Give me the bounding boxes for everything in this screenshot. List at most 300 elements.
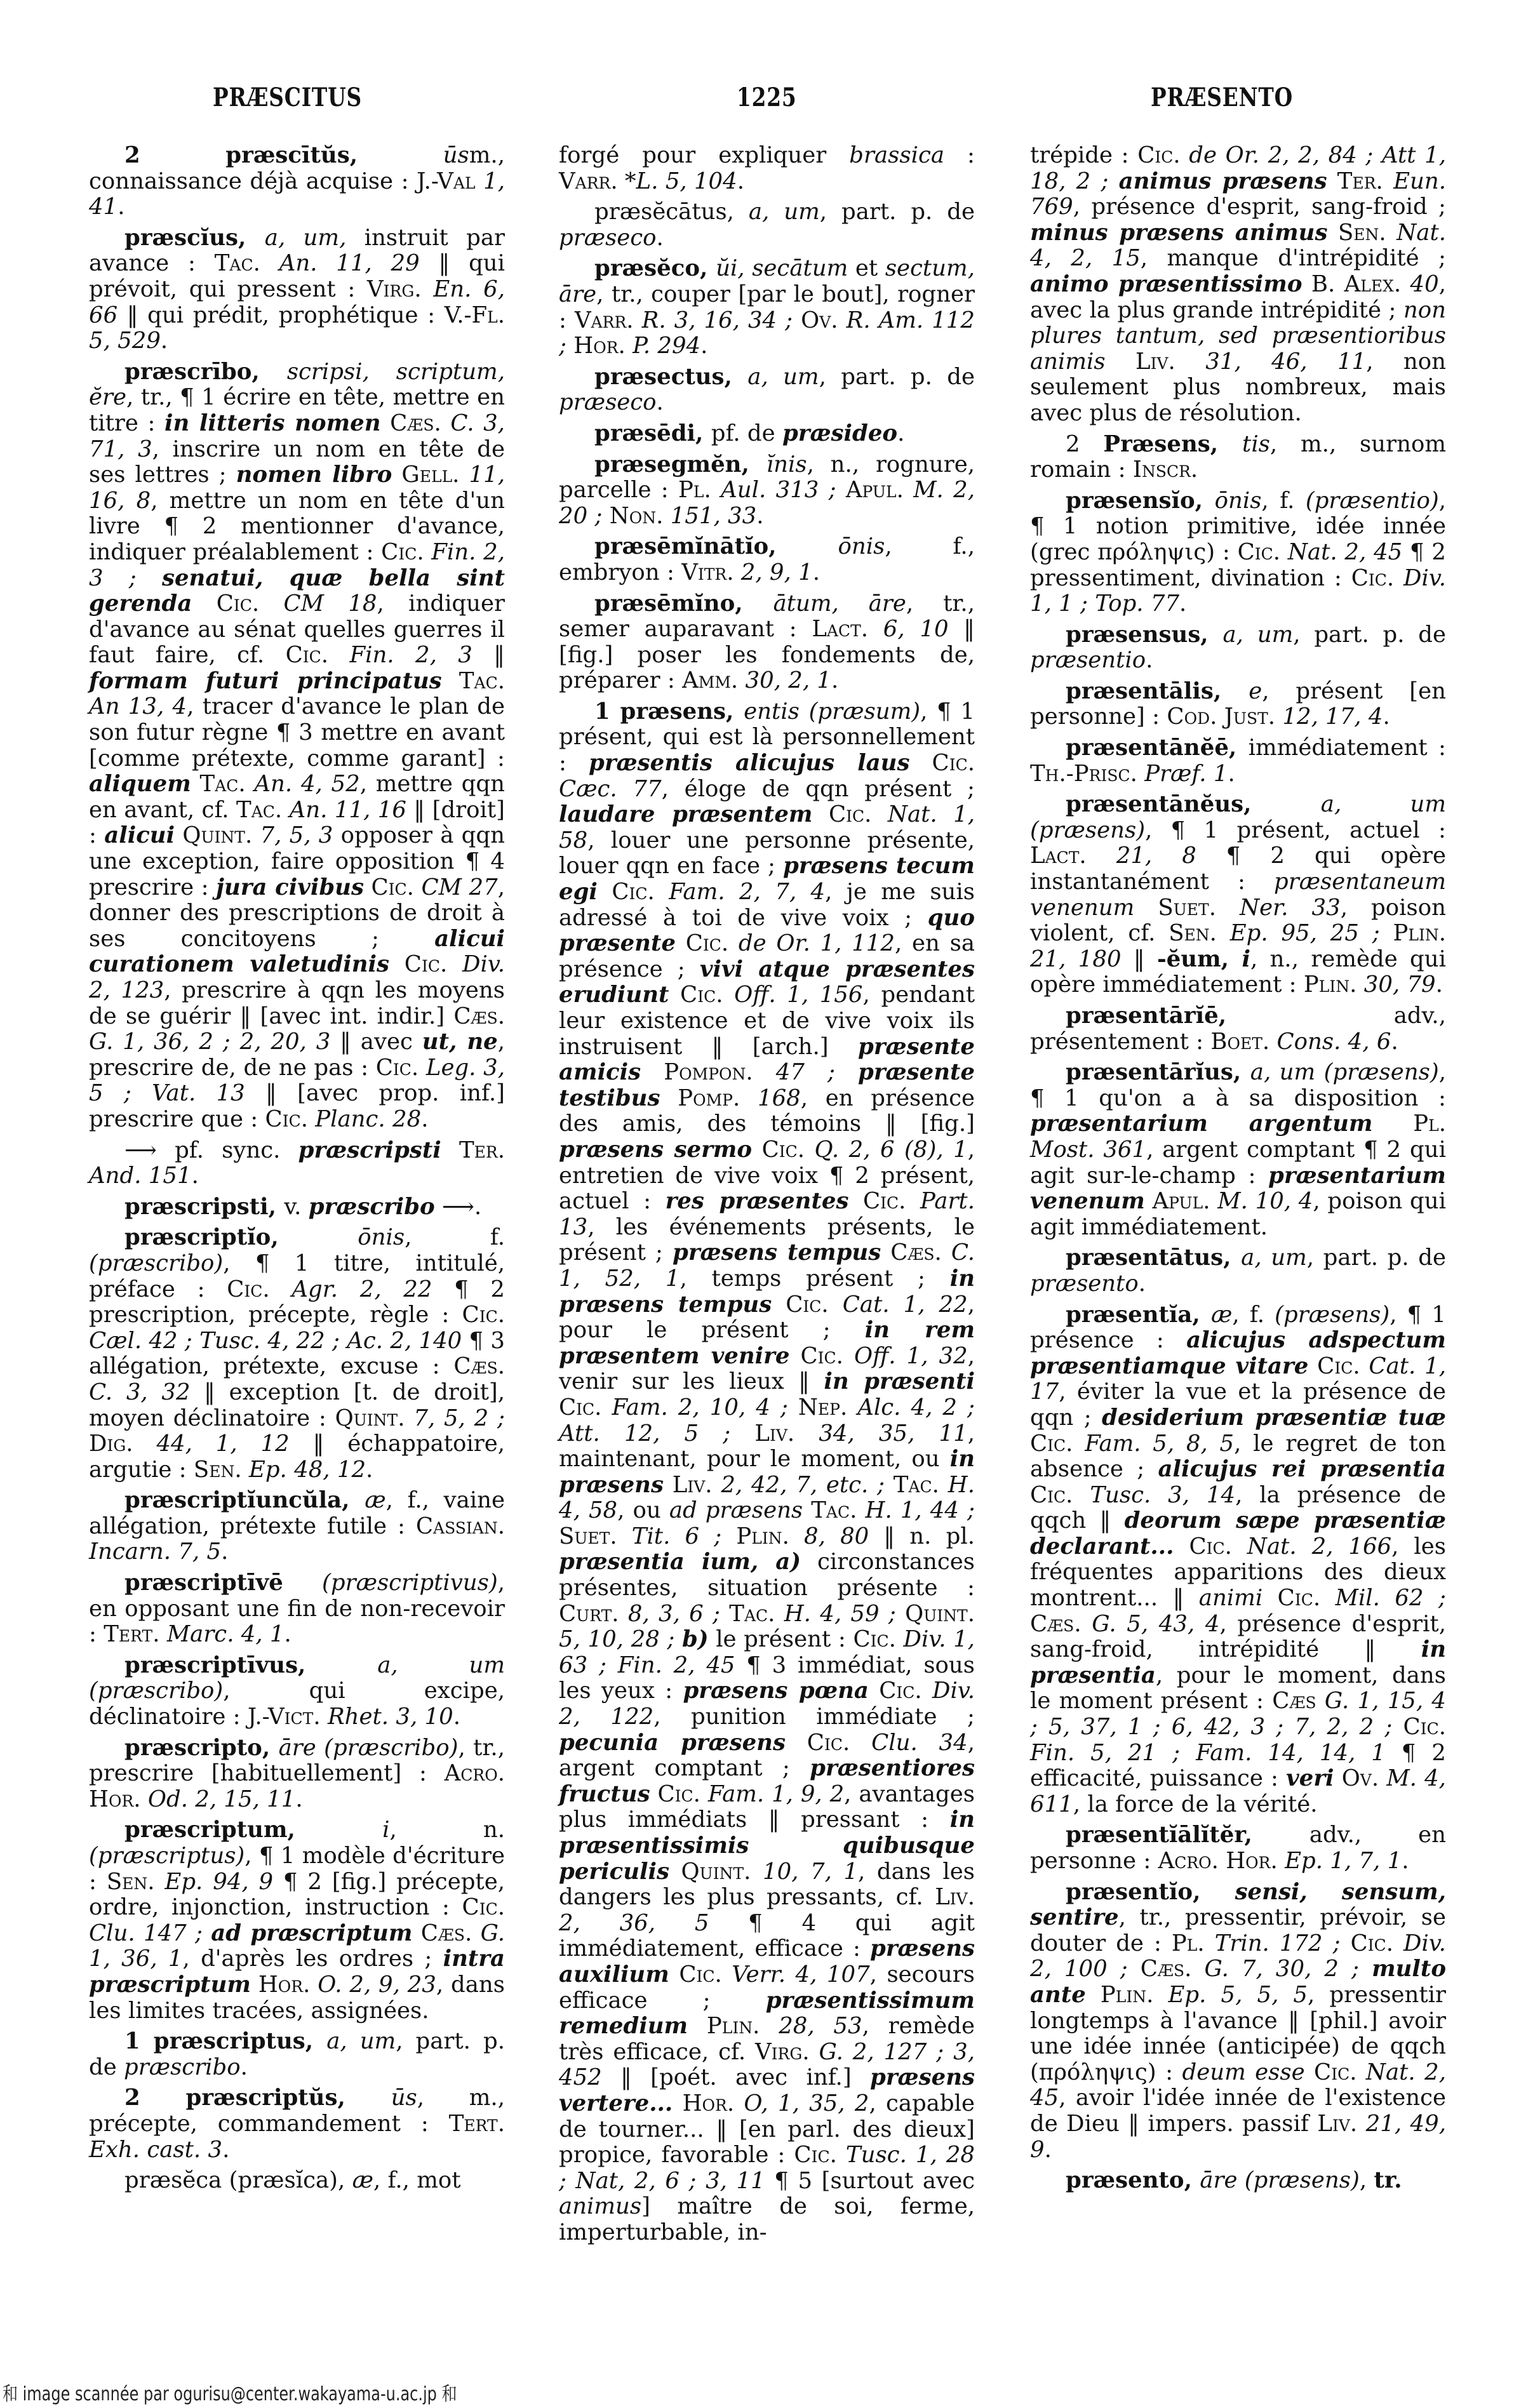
author-citation: Varr. — [574, 307, 634, 333]
latin-text: Ep. 95, 25 ; — [1229, 920, 1393, 947]
definition-text — [848, 1188, 863, 1214]
author-citation: Tac. — [214, 250, 260, 277]
author-citation: Tac. — [811, 1497, 857, 1524]
author-citation: Cæs. — [453, 1003, 505, 1029]
latin-text: animus præsens — [1118, 168, 1327, 194]
definition-text — [259, 591, 283, 617]
definition-text — [1278, 1848, 1285, 1874]
latin-text: R. 3, 16, 34 ; — [641, 307, 801, 333]
latin-text: M. 4, 611 — [1030, 1765, 1446, 1817]
author-citation: Tert. — [448, 2110, 505, 2137]
latin-text: 31, 46, 11 — [1205, 348, 1367, 375]
definition-text: . — [656, 389, 664, 416]
definition-text: , secours efficace ; — [559, 1961, 975, 2014]
latin-text: præsentaneum venenum — [1030, 869, 1446, 921]
definition-text: , part. p. de — [89, 2028, 505, 2080]
definition-text: , en sa présence ; — [559, 930, 975, 982]
dictionary-entry — [89, 359, 505, 1133]
latin-text: Rhet. 3, 10 — [327, 1704, 453, 1730]
author-citation: Inscr. — [1132, 457, 1198, 483]
author-citation: Cic. — [375, 1054, 419, 1081]
author-citation: Plin. — [1303, 972, 1357, 998]
definition-text: , ¶ 1 présent, actuel : — [1145, 817, 1446, 843]
headword: præsectus, — [594, 363, 748, 390]
latin-text: animo præsentissimo — [1030, 271, 1302, 297]
scan-credit: 和 image scannée par ogurisu@center.wakayama-u.ac.jp 和 — [3, 2383, 457, 2405]
headword: 1 præsens, — [594, 698, 744, 725]
definition-text — [1134, 895, 1158, 921]
definition-text: ¶ 3 allégation, prétexte, excuse : — [89, 1327, 505, 1380]
definition-text — [1217, 920, 1230, 946]
definition-text: . — [897, 420, 905, 446]
author-citation: Cic. — [863, 1188, 906, 1215]
definition-text: ¶ 4 qui agit immédiatement, efficace : — [559, 1909, 975, 1962]
latin-text: quo præsente — [559, 904, 975, 957]
author-citation: Cic. — [679, 1961, 722, 1988]
definition-text: , f. — [405, 1224, 505, 1251]
latin-text: āre (præscribo) — [278, 1734, 459, 1761]
definition-text: ‖ qui prédit, prophétique : — [117, 302, 445, 328]
latin-text: in præsenti — [824, 1368, 975, 1395]
dictionary-entry — [1030, 1003, 1446, 1055]
definition-text: , tracer d'avance le plan de son futur règne ¶ 3 mettre en avant [comme prétexte, comme garant] : — [89, 693, 505, 772]
author-citation: Quint. — [182, 822, 253, 849]
latin-text: 2, 42, 7, etc. ; — [721, 1471, 894, 1498]
definition-text — [734, 2090, 744, 2116]
definition-text: . — [1391, 1028, 1398, 1055]
dictionary-entry — [1030, 1880, 1446, 2163]
author-citation: Sen. — [106, 1868, 155, 1895]
definition-text: , f., mot — [373, 2167, 461, 2194]
latin-text: Clu. 147 ; — [89, 1920, 211, 1946]
latin-text: desiderium præsentiæ tuæ — [1102, 1404, 1447, 1431]
latin-text: Fin. 5, 21 ; Fam. 14, 14, 1 — [1030, 1739, 1386, 1766]
author-citation: Liv. — [1135, 348, 1175, 375]
definition-text: , prescrire à qqn les moyens de se guérir ‖ [avec int. indir.] — [89, 977, 505, 1029]
definition-text: , ¶ 1 modèle d'écriture : — [89, 1843, 505, 1895]
author-citation: Suet. — [1158, 894, 1216, 921]
latin-text: scripsi, scriptum, ĕre — [89, 358, 506, 411]
latin-text: (præscriptus) — [89, 1843, 245, 1869]
definition-text: , n., rognure, parcelle : — [559, 451, 975, 504]
definition-text — [618, 168, 625, 194]
latin-text: 21, 49, 9 — [1030, 2110, 1446, 2163]
headword: præscriptĭuncŭla, — [124, 1487, 365, 1514]
definition-text — [1401, 271, 1410, 297]
definition-text — [942, 1240, 951, 1266]
latin-text: præsens tecum egi — [559, 853, 975, 906]
latin-text: præsentarium venenum — [1030, 1162, 1446, 1215]
author-citation: Cic. — [685, 930, 729, 957]
latin-text: CM 18 — [283, 591, 377, 617]
latin-text: Nat. 2, 166 — [1247, 1533, 1392, 1560]
latin-text: Aul. 313 ; — [721, 477, 846, 504]
author-citation: Cæs. — [453, 1353, 505, 1380]
latin-text: pecunia præsens — [559, 1729, 786, 1756]
dictionary-entry — [89, 1138, 505, 1189]
definition-text: . — [1228, 760, 1235, 787]
latin-text: Mil. 62 ; — [1335, 1585, 1446, 1612]
dictionary-columns — [89, 142, 1473, 2245]
author-citation: Cic. — [216, 591, 260, 617]
latin-text: præsente amicis — [559, 1033, 975, 1086]
latin-text: (præscribo) — [89, 1250, 224, 1276]
author-citation: Pl. — [1171, 1930, 1205, 1956]
author-citation: Cic. — [612, 879, 655, 906]
author-citation: Cic. — [794, 2142, 837, 2169]
definition-text: ‖ [droit] : — [89, 796, 505, 849]
definition-text: opposer à qqn une exception, faire opposition ¶ 4 prescrire : — [89, 822, 505, 900]
author-citation: Cic. — [1314, 2059, 1357, 2085]
definition-text: adv., en personne : — [1030, 1822, 1446, 1874]
definition-text — [260, 250, 279, 276]
definition-text: , inscrire un nom en tête de ses lettres ; — [89, 436, 505, 488]
dictionary-entry — [1030, 1060, 1446, 1240]
definition-text — [1327, 220, 1338, 246]
headword: præsentārĭus, — [1066, 1059, 1250, 1086]
definition-text: ¶ 2 efficacité, puissance : — [1030, 1739, 1446, 1792]
headword: 1 præscriptus, — [124, 2028, 327, 2055]
latin-text: multo ante — [1030, 1956, 1446, 2008]
definition-text: , f. — [1261, 487, 1306, 514]
latin-text: in rem præsentem venire — [559, 1317, 975, 1369]
definition-text — [141, 1786, 148, 1812]
dictionary-entry — [559, 364, 975, 416]
definition-text — [740, 1085, 758, 1111]
author-citation: Gell. — [401, 462, 460, 488]
definition-text — [392, 462, 401, 488]
latin-text: āre (præsens) — [1200, 2167, 1360, 2194]
dictionary-entry — [89, 225, 505, 354]
definition-text — [1357, 2111, 1365, 2137]
definition-text — [626, 333, 633, 359]
latin-text: Q. 2, 6 (8), 1 — [814, 1136, 968, 1163]
definition-text: , la présence de qqch ‖ — [1030, 1481, 1446, 1534]
definition-text: , en opposant une fin de non-recevoir : — [89, 1570, 505, 1648]
author-citation: Tac. — [199, 771, 246, 798]
latin-text: tis — [1242, 431, 1270, 457]
author-citation: Tac. — [459, 667, 505, 694]
definition-text — [252, 822, 260, 848]
author-citation: Cic. — [680, 982, 723, 1008]
definition-text — [1305, 2059, 1314, 2085]
definition-text — [669, 982, 680, 1008]
latin-text: 12, 17, 4 — [1282, 704, 1383, 730]
latin-text: præscribo — [308, 1193, 435, 1220]
headword: præscrībo, — [124, 358, 287, 385]
headword: præscriptīvus, — [124, 1652, 378, 1678]
definition-text — [381, 410, 391, 436]
latin-text: ōnis — [358, 1224, 405, 1251]
headword: præsentĭālĭtĕr, — [1066, 1822, 1309, 1848]
definition-text: , pour le moment, dans le moment présent : — [1030, 1662, 1446, 1714]
definition-text — [1357, 2059, 1366, 2085]
dictionary-entry — [1030, 1302, 1446, 1818]
definition-text — [713, 1472, 721, 1498]
definition-text: , en présence des amis, des témoins ‖ [fig.] — [559, 1085, 975, 1137]
definition-text: , d'après les ordres ; — [182, 1946, 443, 1972]
dictionary-entry — [89, 2168, 505, 2194]
definition-text: ¶ 2 [fig.] précepte, ordre, injonction, instruction : — [89, 1868, 505, 1921]
definition-text — [1379, 1765, 1386, 1791]
latin-text: entis (præsum) — [744, 698, 921, 725]
latin-text: ŭi, secātum — [716, 255, 848, 282]
latin-text: M. 10, 4 — [1217, 1188, 1313, 1215]
latin-text: ūs — [443, 142, 469, 168]
latin-text: (præscriptivus) — [322, 1570, 498, 1596]
latin-text: a, um, — [264, 224, 365, 251]
author-citation: Cic. — [559, 1394, 602, 1420]
latin-text: præscripsti — [298, 1137, 441, 1163]
author-citation: B. Alex. — [1311, 271, 1402, 297]
definition-text — [700, 1781, 708, 1807]
latin-text: vivi atque præsentes erudiunt — [559, 956, 975, 1008]
definition-text — [663, 503, 670, 529]
latin-text: Alc. 4, 2 ; Att. 12, 5 ; — [559, 1394, 975, 1447]
definition-text — [1302, 271, 1311, 297]
definition-text: , le regret de ton absence ; — [1030, 1430, 1447, 1483]
definition-text: . — [1383, 704, 1390, 730]
definition-text: trépide : — [1030, 142, 1138, 168]
definition-text: , f., vaine allégation, prétexte futile : — [89, 1487, 505, 1539]
latin-text: 47 ; — [775, 1059, 859, 1086]
definition-text: , prescrire de, de ne pas : — [89, 1029, 506, 1081]
latin-text: ĭnis — [766, 451, 807, 478]
definition-text — [476, 168, 484, 194]
latin-text: 10, 7, 1 — [763, 1858, 859, 1885]
definition-text — [1386, 220, 1397, 246]
definition-text: , capable de tourner... ‖ [en parl. des dieux] propice, favorable : — [559, 2090, 975, 2169]
latin-text: præscribo — [124, 2054, 241, 2080]
definition-text: , pour le présent ; — [559, 1291, 975, 1344]
latin-text: præsentis alicujus laus — [589, 750, 910, 777]
dictionary-entry — [559, 256, 975, 359]
definition-text — [906, 1188, 920, 1214]
headword: præscriptĭo, — [124, 1224, 358, 1251]
author-citation: Cic. — [1317, 1353, 1360, 1379]
latin-text: An 13, 4 — [89, 693, 187, 720]
definition-text: , présence d'esprit, sang-froid, intrépidité ‖ — [1030, 1610, 1446, 1663]
definition-text: , mettre un nom en tête d'un livre ¶ 2 mentionner d'avance, indiquer préalablement : — [89, 487, 505, 565]
author-citation: Cæs. — [1140, 1956, 1192, 1982]
definition-text: , indiquer d'avance au sénat quelles guerres il faut faire, cf. — [89, 591, 505, 669]
definition-text: ⟶. — [434, 1193, 482, 1220]
page-number: 1225 — [737, 83, 797, 112]
latin-text: ūs — [391, 2085, 417, 2111]
headword: præsentĭa, — [1066, 1301, 1212, 1328]
latin-text: præsens vertere... — [559, 2064, 975, 2116]
latin-text: 21, 8 — [1116, 843, 1196, 869]
latin-text: Div. 2, 122 — [559, 1678, 975, 1730]
latin-text: P. 294 — [633, 333, 701, 359]
latin-text: alicui — [104, 822, 175, 849]
latin-text: 7, 5, 3 — [260, 822, 333, 849]
author-citation: Sen. — [1168, 920, 1217, 947]
author-citation: Plin. — [706, 2013, 760, 2040]
definition-text: ‖ échappatoire, argutie : — [89, 1431, 505, 1483]
definition-text — [242, 1457, 249, 1483]
headword: præsēdi, — [594, 420, 711, 446]
definition-text — [1316, 1688, 1325, 1714]
definition-text: ‖ [poét. avec inf.] — [601, 2064, 871, 2091]
definition-text — [1081, 1611, 1092, 1637]
latin-text: Ep. 94, 9 — [164, 1868, 274, 1895]
author-citation: Cassian. — [415, 1513, 505, 1539]
definition-text — [673, 2090, 682, 2116]
dictionary-entry — [559, 699, 975, 2246]
definition-text — [738, 667, 745, 693]
dictionary-entry — [89, 1570, 505, 1648]
author-citation: Cic. — [1137, 142, 1181, 168]
definition-text — [328, 642, 349, 668]
definition-text — [733, 559, 740, 585]
definition-text — [310, 1972, 318, 1998]
definition-text: , n., remède qui opère immédiatement : — [1030, 946, 1446, 998]
definition-text: , avoir l'idée innée de l'existence de Dieu ‖ impers. passif — [1030, 2085, 1446, 2137]
author-citation: Apul. — [845, 477, 904, 504]
author-citation: Virg. — [755, 2038, 810, 2065]
definition-text: 2 — [1066, 431, 1104, 457]
definition-text — [1308, 1353, 1317, 1379]
latin-text: Div. 2, 100 ; — [1030, 1930, 1446, 1982]
latin-text: Eun. 769 — [1030, 168, 1446, 220]
definition-text: ‖ exception [t. de droit], moyen déclinatoire : — [89, 1379, 505, 1431]
definition-text: , ¶ 1 titre, intitulé, préface : — [89, 1250, 505, 1302]
definition-text — [133, 1431, 157, 1457]
latin-text: i — [1242, 946, 1250, 972]
definition-text — [1372, 1111, 1413, 1137]
latin-text: Tit. 6 ; — [631, 1523, 737, 1549]
author-citation: Acro. Hor. — [89, 1760, 505, 1812]
definition-text: , punition immédiate ; — [653, 1704, 975, 1730]
definition-text: , non seulement plus nombreux, mais avec plus de résolution. — [1030, 348, 1446, 426]
author-citation: Cic. — [381, 538, 424, 565]
definition-text — [1383, 168, 1393, 194]
author-citation: Liv. — [935, 1884, 975, 1911]
definition-text — [442, 668, 459, 694]
latin-text: 40 — [1410, 271, 1439, 297]
author-citation: Hor. — [258, 1971, 311, 1998]
definition-text — [1327, 168, 1337, 194]
definition-text — [722, 1962, 732, 1988]
latin-text: Planc. 28 — [315, 1106, 422, 1132]
dictionary-entry — [1030, 2168, 1446, 2194]
author-citation: Apul. — [1152, 1188, 1210, 1215]
dictionary-entry — [1030, 1245, 1446, 1297]
definition-text — [175, 822, 182, 848]
definition-text — [789, 1343, 800, 1369]
latin-text: res præsentes — [665, 1188, 849, 1215]
author-citation: Tac. — [236, 796, 283, 823]
latin-text: præsentia ium, a) — [559, 1549, 801, 1575]
author-citation: Hor. — [682, 2090, 735, 2116]
definition-text — [634, 307, 642, 333]
definition-text: adv., présentement : — [1030, 1003, 1446, 1055]
latin-text: H. 1, 44 ; — [865, 1497, 975, 1524]
author-citation: Ter. — [1337, 168, 1383, 194]
definition-text — [191, 771, 200, 797]
author-citation: Hor. — [573, 333, 626, 359]
latin-text: C. 3, 71, 3 — [89, 410, 505, 462]
author-citation: Amm. — [682, 667, 739, 694]
page-header — [0, 83, 1540, 121]
author-citation: Cic. — [1350, 1930, 1394, 1956]
definition-text: , dans les limites tracées, assignées. — [89, 1971, 505, 2024]
author-citation: Pomp. — [678, 1085, 740, 1111]
latin-text: Cæc. 77 — [559, 775, 662, 802]
headword: præsentārĭē, — [1066, 1003, 1394, 1029]
definition-text — [422, 276, 434, 302]
definition-text: , avantages plus immédiats ‖ pressant : — [559, 1781, 975, 1833]
definition-text — [321, 1704, 328, 1730]
definition-text: , tr., prescrire [habituellement] : — [89, 1734, 505, 1787]
headword: 2 præscītŭs, — [124, 142, 443, 168]
latin-text: deum esse — [1182, 2059, 1305, 2085]
latin-text: Ep. 5, 5, 5 — [1168, 1981, 1308, 2008]
definition-text — [881, 1240, 890, 1266]
author-citation: Lact. — [1030, 843, 1087, 869]
definition-text — [270, 1276, 292, 1302]
definition-text — [688, 2013, 707, 2039]
headword: tr. — [1374, 2167, 1402, 2194]
definition-text — [803, 1497, 811, 1523]
latin-text: Exh. cast. 3 — [89, 2136, 223, 2163]
author-citation: Cod. Just. — [1167, 704, 1276, 730]
latin-text: alicujus rei præsentia — [1158, 1456, 1446, 1483]
author-citation: Virg. — [367, 276, 422, 302]
latin-text: b) — [681, 1626, 709, 1653]
latin-text: An. 4, 52 — [254, 771, 360, 798]
definition-text — [837, 2142, 846, 2168]
definition-text — [775, 1601, 784, 1627]
author-citation: Cic. — [932, 750, 975, 777]
dictionary-entry — [89, 1225, 505, 1483]
headword: 2 præscriptŭs, — [124, 2085, 391, 2111]
latin-text: deorum sæpe præsentiæ declarant... — [1030, 1507, 1446, 1560]
definition-text: . — [366, 1456, 373, 1483]
definition-text — [1181, 142, 1189, 168]
author-citation: Dig. — [89, 1431, 133, 1457]
definition-text: , qui excipe, déclinatoire : — [89, 1678, 505, 1730]
definition-text — [441, 410, 451, 436]
dictionary-entry — [1030, 735, 1446, 787]
definition-text — [650, 1781, 658, 1807]
definition-text — [896, 1626, 904, 1652]
definition-text: , ¶ 1 présence : — [1030, 1301, 1447, 1354]
definition-text — [751, 1859, 763, 1885]
definition-text — [414, 874, 422, 900]
definition-text: , entretien de vive voix ¶ 2 présent, actuel : — [559, 1136, 975, 1215]
definition-text — [641, 1059, 664, 1085]
dictionary-entry — [89, 1653, 505, 1730]
latin-text: alicujus adspectum præsentiamque vitare — [1030, 1327, 1446, 1379]
latin-text: brassica — [849, 142, 944, 168]
latin-text: ātum, āre — [773, 590, 906, 617]
latin-text: 2, 36, 5 — [559, 1909, 709, 1936]
definition-text: , venir sur les lieux ‖ — [559, 1342, 975, 1395]
latin-text: in præsens tempus — [559, 1265, 975, 1318]
latin-text: præsentarium argentum — [1030, 1111, 1373, 1137]
dictionary-entry — [559, 591, 975, 694]
definition-text — [1356, 972, 1363, 998]
latin-text: En. 6, 66 — [89, 276, 505, 328]
definition-text: . — [421, 1106, 429, 1132]
definition-text: forgé pour expliquer — [559, 142, 850, 168]
definition-text: . — [700, 333, 708, 359]
latin-text: Tusc. 3, 14 — [1090, 1481, 1236, 1508]
headword: præsentānĕē, — [1066, 735, 1249, 761]
author-citation: Cic. — [828, 801, 872, 828]
